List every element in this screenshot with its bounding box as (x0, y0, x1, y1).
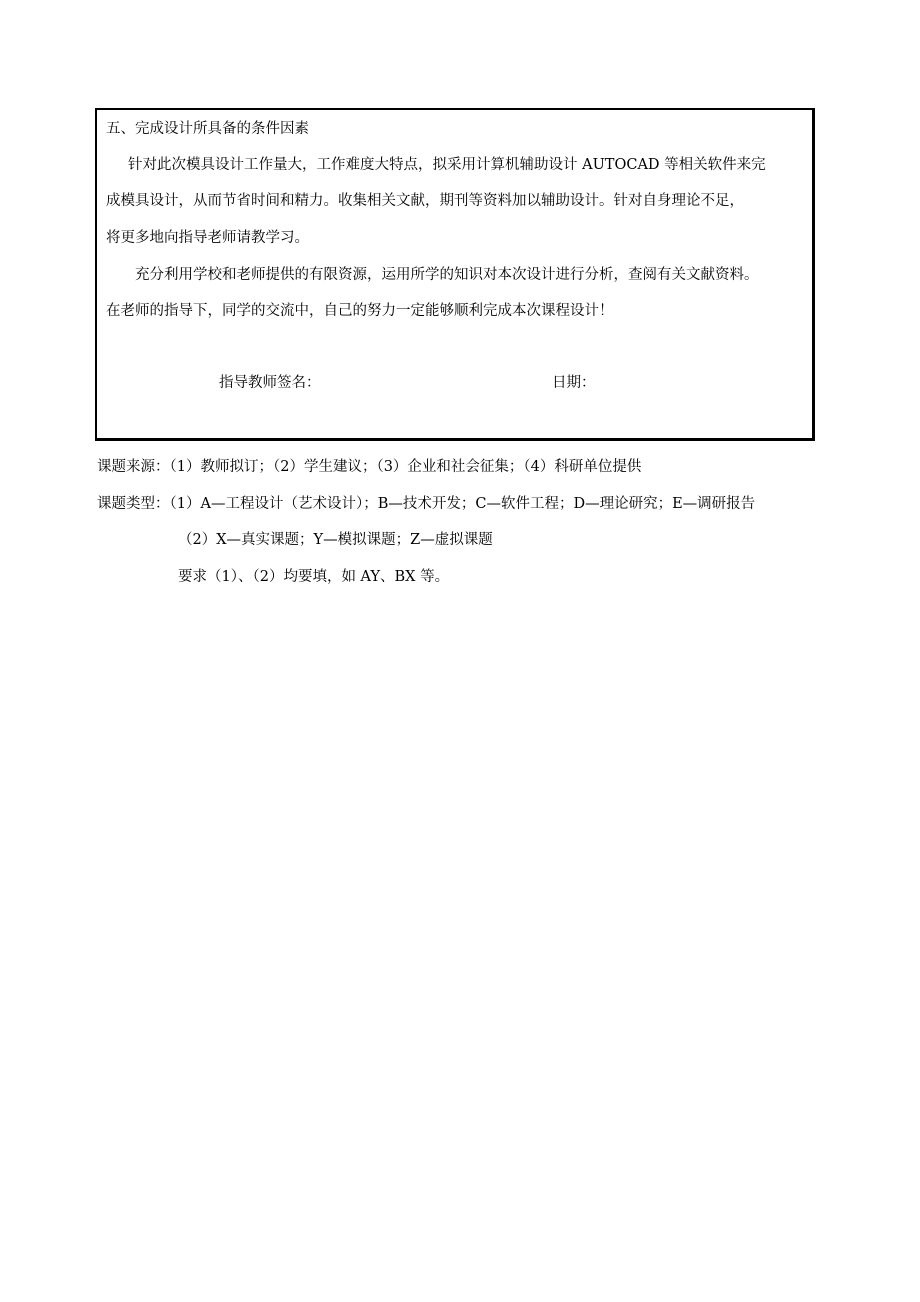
paragraph1-line3: 将更多地向指导老师请教学习。 (106, 230, 309, 246)
topic-type-note-line2: （2）X—真实课题；Y—模拟课题；Z—虚拟课题 (178, 532, 493, 548)
section-heading: 五、完成设计所具备的条件因素 (106, 121, 309, 137)
requirement-note: 要求（1）、（2）均要填，如 AY、BX 等。 (178, 569, 450, 585)
date-label: 日期： (552, 375, 596, 391)
paragraph1-line1: 针对此次模具设计工作量大，工作难度大特点，拟采用计算机辅助设计 AUTOCAD 等相关软件来完 (128, 157, 766, 173)
signature-label: 指导教师签名： (219, 375, 321, 391)
topic-type-note-line1: 课题类型：（1）A—工程设计（艺术设计）；B—技术开发；C—软件工程；D—理论研究；E—调研报告 (97, 496, 756, 512)
paragraph2-line1: 充分利用学校和老师提供的有限资源，运用所学的知识对本次设计进行分析，查阅有关文献资料。 (135, 267, 759, 283)
paragraph2-line2: 在老师的指导下，同学的交流中，自己的努力一定能够顺利完成本次课程设计！ (106, 303, 614, 319)
topic-source-note: 课题来源：（1）教师拟订；（2）学生建议；（3）企业和社会征集；（4）科研单位提供 (97, 459, 642, 475)
paragraph1-line2: 成模具设计，从而节省时间和精力。收集相关文献，期刊等资料加以辅助设计。针对自身理论不足， (106, 193, 744, 209)
